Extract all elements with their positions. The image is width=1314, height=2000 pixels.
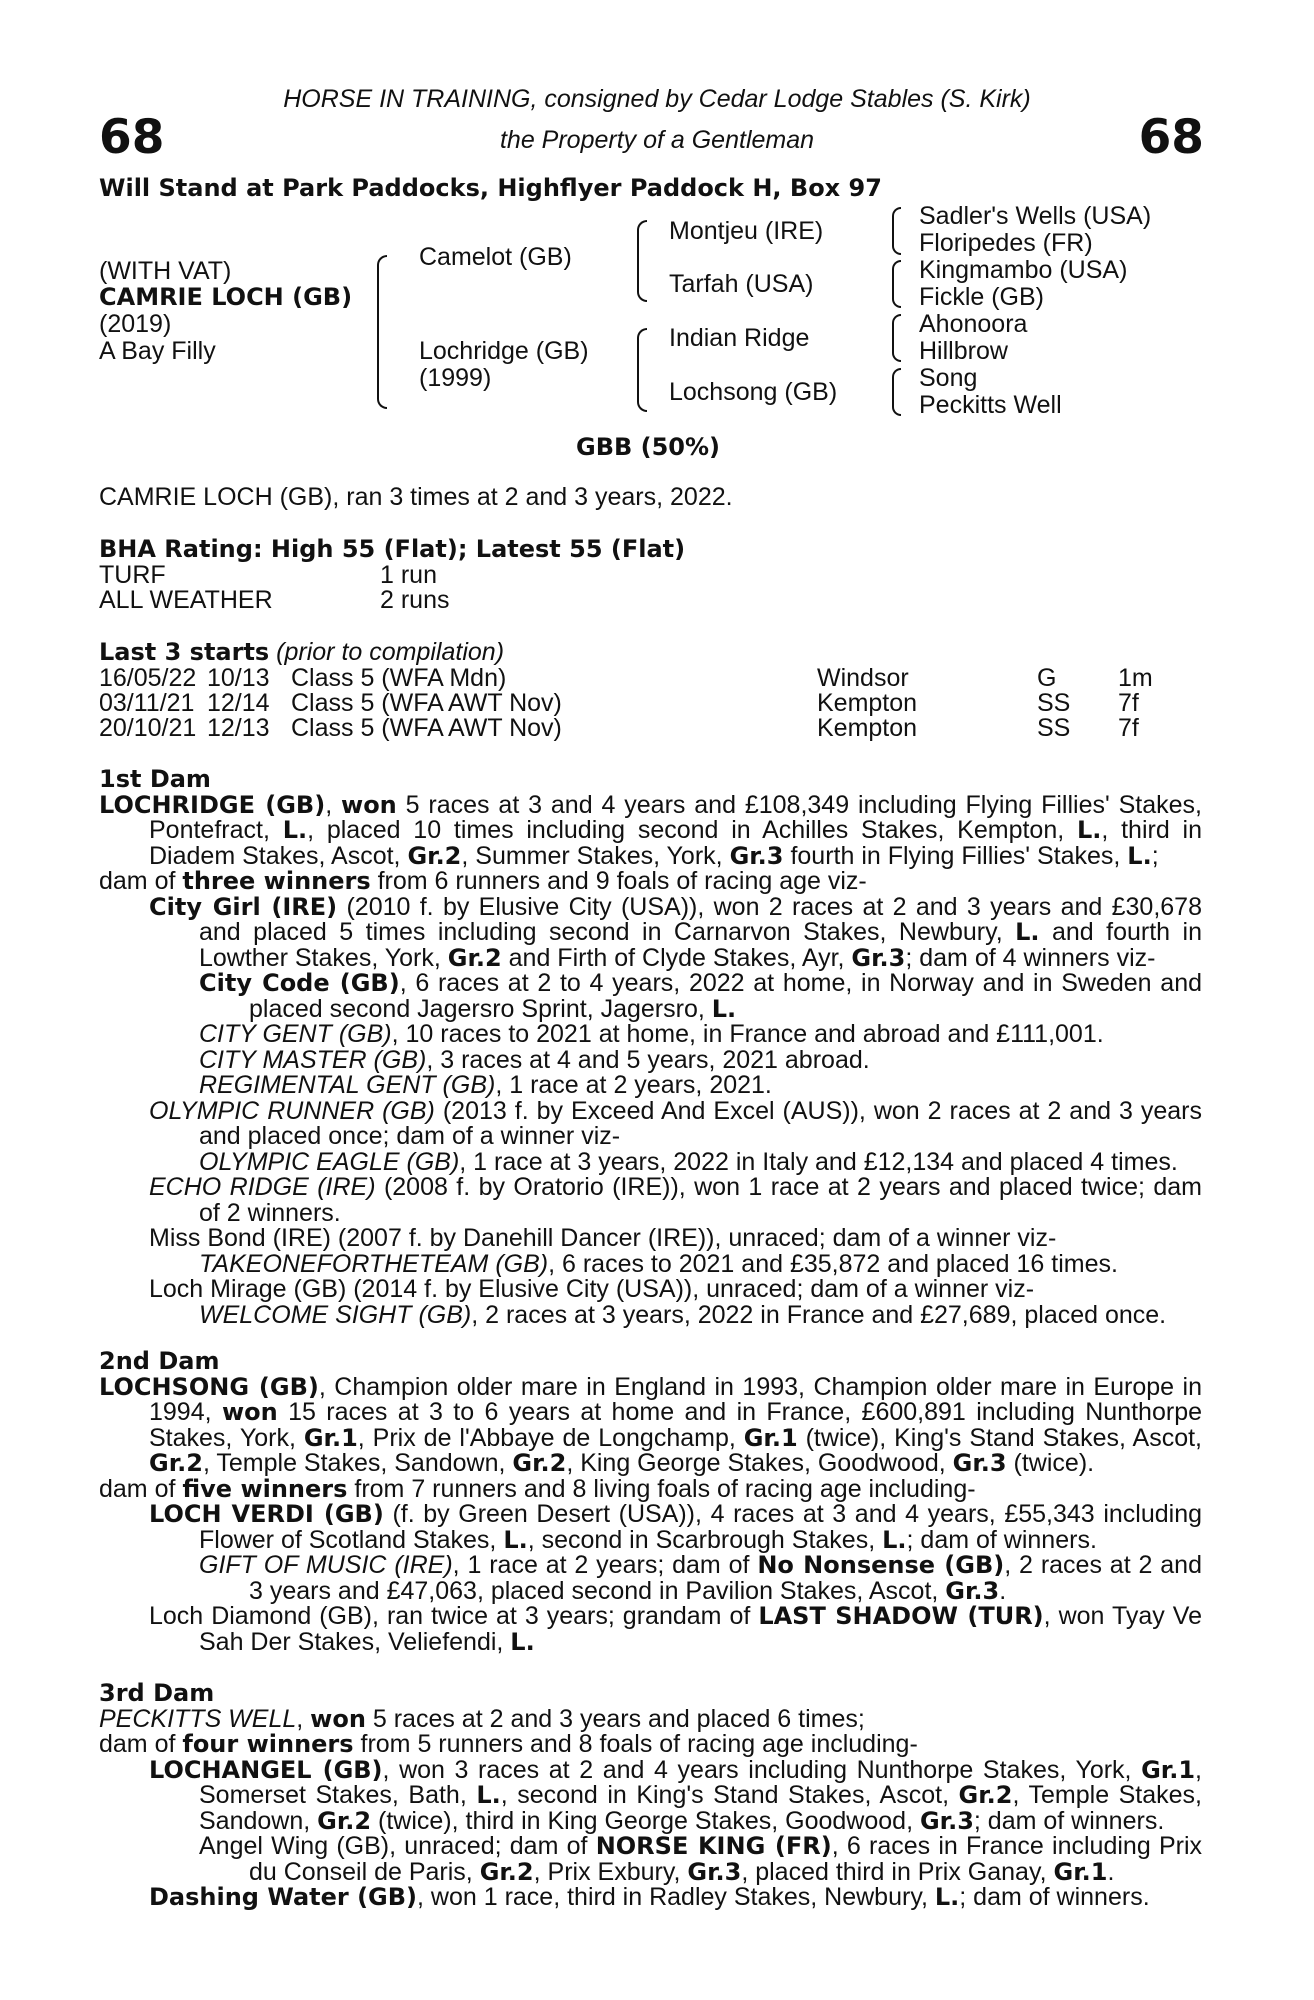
start-course: Kempton [817, 689, 918, 717]
start-distance: 7f [1118, 714, 1139, 742]
dam-year: (1999) [419, 364, 492, 392]
ggp-3: Kingmambo (USA) [919, 256, 1128, 284]
produce-entry: Loch Diamond (GB), ran twice at 3 years; grandam of LAST SHADOW (TUR), won Tyay Ve Sah Der Stakes, Veliefendi, L. [149, 1602, 1202, 1656]
pedigree-brace [377, 255, 387, 409]
dam-dam: Lochsong (GB) [669, 378, 838, 406]
first-dam-entry: LOCHRIDGE (GB), won 5 races at 3 and 4 years and £108,349 including Flying Fillies' Stakes, Pontefract, L., placed 10 times including second in Achilles Stakes, Kempton, L., third in Diadem Stakes, Ascot, Gr.2, Summer Stakes, York, Gr.3 fourth in Flying Fillies' Stakes, L.; [99, 790, 1203, 870]
third-dam-produce-line: dam of four winners from 5 runners and 8 foals of racing age including- [99, 1730, 918, 1758]
start-position: 10/13 [207, 664, 270, 692]
runs-value: 2 runs [380, 586, 450, 614]
ggp-brace-3 [892, 314, 901, 362]
start-date: 20/10/21 [99, 714, 197, 742]
ggp-7: Song [919, 364, 978, 392]
runs-value: 1 run [380, 561, 437, 589]
race-summary: CAMRIE LOCH (GB), ran 3 times at 2 and 3 years, 2022. [99, 483, 733, 511]
produce-entry: City Girl (IRE) (2010 f. by Elusive City (USA)), won 2 races at 2 and 3 years and £30,678 and placed 5 times including second in Carnarvon Stakes, Newbury, L. and fourth in Lowther Stakes, York, Gr.2 and Firth of Clyde Stakes, Ayr, Gr.3; dam of 4 winners viz- [149, 892, 1203, 972]
surface-label: ALL WEATHER [99, 586, 273, 614]
third-dam-entry: PECKITTS WELL, won 5 races at 2 and 3 years and placed 6 times; [99, 1704, 865, 1733]
sire-brace [637, 220, 647, 302]
produce-entry: City Code (GB), 6 races at 2 to 4 years, 2022 at home, in Norway and in Sweden and placed second Jagersro Sprint, Jagersro, L. [199, 969, 1202, 1023]
produce-entry: REGIMENTAL GENT (GB), 1 race at 2 years, 2021. [199, 1071, 772, 1099]
breeder-code: GBB (50%) [576, 433, 721, 461]
produce-entry: LOCHANGEL (GB), won 3 races at 2 and 4 years including Nunthorpe Stakes, York, Gr.1, Somerset Stakes, Bath, L., second in King's Stand Stakes, Ascot, Gr.2, Temple Stakes, Sandown, Gr.2 (twice), third in King George Stakes, Goodwood, Gr.3; dam of winners. [149, 1755, 1202, 1835]
produce-entry: Miss Bond (IRE) (2007 f. by Danehill Dancer (IRE)), unraced; dam of a winner viz- [149, 1224, 1057, 1252]
first-dam-section [99, 767, 1202, 1328]
sire-name: Camelot (GB) [419, 243, 572, 271]
first-dam-heading: 1st Dam [99, 765, 211, 793]
start-distance: 7f [1118, 689, 1139, 717]
starts-heading [99, 640, 504, 666]
bha-rating: BHA Rating: High 55 (Flat); Latest 55 (Flat) [99, 535, 686, 563]
produce-entry: OLYMPIC EAGLE (GB), 1 race at 3 years, 2022 in Italy and £12,134 and placed 4 times. [199, 1147, 1178, 1176]
start-going: SS [1037, 689, 1071, 717]
lot-number-left: 68 [99, 110, 165, 165]
sire-sire: Montjeu (IRE) [669, 217, 824, 245]
second-dam-heading: 2nd Dam [99, 1347, 220, 1375]
lot-number-right: 68 [1138, 110, 1204, 165]
ggp-2: Floripedes (FR) [919, 229, 1093, 257]
first-dam-produce-line: dam of three winners from 6 runners and 9 foals of racing age viz- [99, 867, 867, 895]
ggp-brace-2 [892, 260, 901, 308]
sire-dam: Tarfah (USA) [669, 270, 814, 298]
surface-label: TURF [99, 561, 166, 589]
produce-entry: Dashing Water (GB), won 1 race, third in Radley Stakes, Newbury, L.; dam of winners. [149, 1883, 1150, 1911]
horse-year: (2019) [99, 310, 172, 338]
start-course: Kempton [817, 714, 918, 742]
dam-sire: Indian Ridge [669, 324, 810, 352]
produce-entry: WELCOME SIGHT (GB), 2 races at 3 years, 2022 in France and £27,689, placed once. [199, 1300, 1167, 1329]
start-date: 16/05/22 [99, 664, 197, 692]
start-course: Windsor [817, 664, 909, 692]
horse-name: CAMRIE LOCH (GB) [99, 283, 353, 311]
second-dam-entry: LOCHSONG (GB), Champion older mare in England in 1993, Champion older mare in Europe in 1994, won 15 races at 3 to 6 years at home and in France, £600,891 including Nunthorpe Stakes, York, Gr.1, Prix de l'Abbaye de Longchamp, Gr.1 (twice), King's Stand Stakes, Ascot, Gr.2, Temple Stakes, Sandown, Gr.2, King George Stakes, Goodwood, Gr.3 (twice). [99, 1372, 1203, 1477]
ggp-5: Ahonoora [919, 310, 1028, 338]
produce-entry: OLYMPIC RUNNER (GB) (2013 f. by Exceed And Excel (AUS)), won 2 races at 2 and 3 years and placed once; dam of a winner viz- [149, 1096, 1202, 1150]
vat-label: (WITH VAT) [99, 257, 232, 285]
produce-entry: CITY MASTER (GB), 3 races at 4 and 5 years, 2021 abroad. [199, 1045, 870, 1074]
start-race: Class 5 (WFA Mdn) [291, 664, 507, 692]
produce-entry: Loch Mirage (GB) (2014 f. by Elusive City (USA)), unraced; dam of a winner viz- [149, 1275, 1035, 1303]
second-dam-section [99, 1349, 1202, 1655]
start-distance: 1m [1118, 664, 1153, 692]
ggp-8: Peckitts Well [919, 391, 1062, 419]
start-position: 12/14 [207, 689, 270, 717]
produce-entry: CITY GENT (GB), 10 races to 2021 at home, in France and abroad and £111,001. [199, 1020, 1104, 1048]
produce-entry: ECHO RIDGE (IRE) (2008 f. by Oratorio (IRE)), won 1 race at 2 years and placed twice; dam of 2 winners. [149, 1173, 1202, 1227]
horse-description: A Bay Filly [99, 337, 216, 365]
third-dam-section [99, 1681, 1202, 1911]
starts-title: Last 3 starts [99, 638, 270, 666]
produce-entry: LOCH VERDI (GB) (f. by Green Desert (USA)), 4 races at 3 and 4 years, £55,343 including Flower of Scotland Stakes, L., second in Scarbrough Stakes, L.; dam of winners. [149, 1500, 1203, 1554]
start-position: 12/13 [207, 714, 270, 742]
third-dam-heading: 3rd Dam [99, 1679, 215, 1707]
ggp-brace-4 [892, 368, 901, 416]
starts-note: (prior to compilation) [276, 638, 505, 666]
produce-entry: Angel Wing (GB), unraced; dam of NORSE KING (FR), 6 races in France including Prix du Conseil de Paris, Gr.2, Prix Exbury, Gr.3, placed third in Prix Ganay, Gr.1. [199, 1832, 1202, 1886]
start-going: G [1037, 664, 1057, 692]
ggp-4: Fickle (GB) [919, 283, 1044, 311]
ggp-1: Sadler's Wells (USA) [919, 202, 1152, 230]
start-race: Class 5 (WFA AWT Nov) [291, 689, 562, 717]
start-date: 03/11/21 [99, 689, 195, 717]
start-going: SS [1037, 714, 1071, 742]
ggp-brace-1 [892, 207, 901, 255]
consignment-line: HORSE IN TRAINING, consigned by Cedar Lodge Stables (S. Kirk) [283, 85, 1031, 113]
dam-brace [637, 328, 647, 412]
stabling-line: Will Stand at Park Paddocks, Highflyer Paddock H, Box 97 [99, 174, 882, 202]
ggp-6: Hillbrow [919, 337, 1008, 365]
second-dam-produce-line: dam of five winners from 7 runners and 8 living foals of racing age including- [99, 1474, 976, 1503]
start-race: Class 5 (WFA AWT Nov) [291, 714, 562, 742]
property-line: the Property of a Gentleman [499, 126, 815, 154]
produce-entry: GIFT OF MUSIC (IRE), 1 race at 2 years; dam of No Nonsense (GB), 2 races at 2 and 3 years and £47,063, placed second in Pavilion Stakes, Ascot, Gr.3. [199, 1551, 1202, 1605]
dam-name: Lochridge (GB) [419, 337, 589, 365]
produce-entry: TAKEONEFORTHETEAM (GB), 6 races to 2021 and £35,872 and placed 16 times. [199, 1249, 1118, 1278]
